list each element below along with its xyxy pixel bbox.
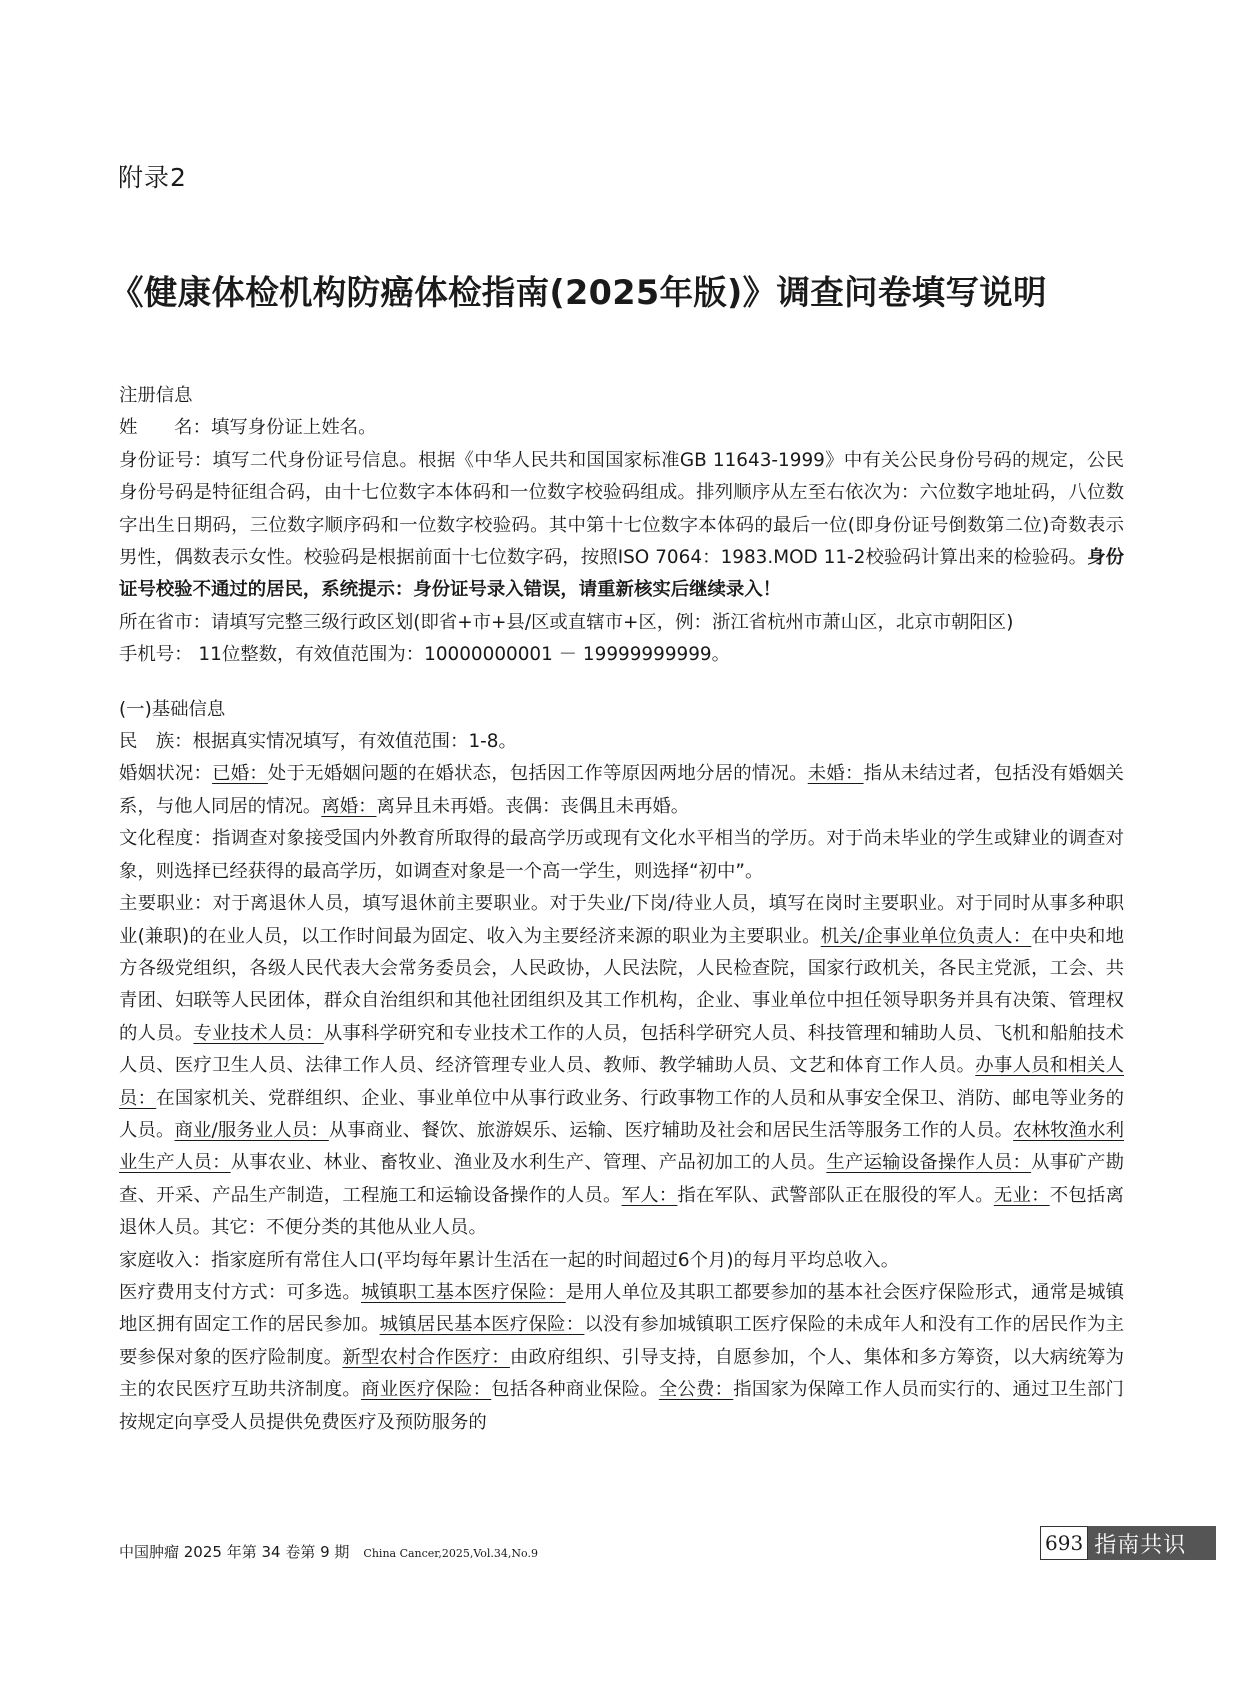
journal-name-en: China Cancer,2025,Vol.34,No.9 xyxy=(363,1547,538,1560)
page-number: 693 xyxy=(1040,1526,1088,1560)
article-body xyxy=(119,380,1124,1439)
occ-service-text: 从事商业、餐饮、旅游娱乐、运输、医疗辅助及社会和居民生活等服务工作的人员。 xyxy=(328,1119,1014,1141)
occupation-text: 对于离退休人员，填写退休前主要职业。对于失业/下岗/待业人员，填写在岗时主要职业。对于同时从事多种职业(兼职)的在业人员，以工作时间最为固定、收入为主要经济来源的职业为主要职业。 xyxy=(119,893,1124,947)
occ-other-text: 其它：不便分类的其他从业人员。 xyxy=(210,1217,487,1239)
occupation-paragraph xyxy=(119,888,1124,1244)
education-paragraph xyxy=(119,823,1124,888)
payment-paragraph xyxy=(119,1277,1124,1439)
occ-clerk-text: 在国家机关、党群组织、企业、事业单位中从事行政业务、行政事物工作的人员和从事安全保卫、消防、邮电等业务的人员。 xyxy=(119,1087,1124,1141)
occ-tech-term: 专业技术人员： xyxy=(193,1022,324,1044)
income-text: 指家庭所有常住人口(平均每年累计生活在一起的时间超过6个月)的每月平均总收入。 xyxy=(210,1249,900,1271)
province-text: 请填写完整三级行政区划(即省+市+县/区或直辖市+区，例：浙江省杭州市萧山区，北京市朝阳区) xyxy=(210,611,1014,633)
occ-none-term: 无业： xyxy=(993,1184,1050,1206)
phone-text: 11位整数，有效值范围为：10000000001 － 19999999999。 xyxy=(192,644,731,666)
registration-heading: 注册信息 xyxy=(119,385,193,406)
marital-married-term: 已婚： xyxy=(212,763,268,785)
name-paragraph xyxy=(119,412,1124,444)
occ-farm-text: 从事农业、林业、畜牧业、渔业及水利生产、管理、产品初加工的人员。 xyxy=(230,1152,827,1174)
section-gap xyxy=(119,672,1124,694)
income-label: 家庭收入： xyxy=(119,1249,211,1271)
pay-employee-text: 是用人单位及其职工都要参加的基本社会医疗保险形式，通常是城镇地区拥有固定工作的居民参加。 xyxy=(119,1281,1124,1336)
journal-name-cn: 中国肿瘤 2025 年第 34 卷第 9 期 xyxy=(119,1543,350,1561)
page-marker xyxy=(1040,1526,1216,1560)
occ-operator-text: 从事矿产勘查、开采、产品生产制造，工程施工和运输设备操作的人员。 xyxy=(119,1152,1124,1206)
marital-label: 婚姻状况： xyxy=(119,763,213,785)
phone-paragraph xyxy=(119,639,1124,671)
occ-none-text: 不包括离退休人员。 xyxy=(119,1184,1124,1239)
education-text: 指调查对象接受国内外教育所取得的最高学历或现有文化水平相当的学历。对于尚未毕业的学生或肄业的调查对象，则选择已经获得的最高学历，如调查对象是一个高一学生，则选择“初中”。 xyxy=(119,828,1124,882)
ethnic-text: 根据真实情况填写，有效值范围：1-8。 xyxy=(192,731,517,753)
province-label: 所在省市： xyxy=(119,611,211,633)
education-label: 文化程度： xyxy=(119,828,213,850)
journal-footer xyxy=(119,1541,538,1562)
occ-leader-text: 在中央和地方各级党组织，各级人民代表大会常务委员会，人民政协，人民法院，人民检查院，国家行政机关，各民主党派，工会、共青团、妇联等人民团体，群众自治组织和其他社团组织及其工作机构，企业、事业单位中担任领导职务并具有决策、管理权的人员。 xyxy=(119,925,1124,1044)
pay-public-term: 全公费： xyxy=(658,1379,734,1401)
marital-single-text: 指从未结过者，包括没有婚姻关系，与他人同居的情况。 xyxy=(119,763,1124,817)
name-label: 姓 名： xyxy=(119,417,211,439)
occ-service-term: 商业/服务业人员： xyxy=(174,1119,329,1141)
marital-divorced-text: 离异且未再婚。 xyxy=(376,795,506,817)
marital-single-term: 未婚： xyxy=(807,763,864,785)
ethnic-label: 民 族： xyxy=(119,731,193,753)
marital-married-text: 处于无婚姻问题的在婚状态，包括因工作等原因两地分居的情况。 xyxy=(267,763,808,785)
pay-employee-term: 城镇职工基本医疗保险： xyxy=(361,1281,566,1303)
ethnic-paragraph xyxy=(119,726,1124,758)
phone-label: 手机号： xyxy=(119,644,193,666)
pay-rural-term: 新型农村合作医疗： xyxy=(342,1346,510,1368)
basic-heading: (一)基础信息 xyxy=(119,698,226,720)
name-text: 填写身份证上姓名。 xyxy=(210,417,377,439)
occ-tech-text: 从事科学研究和专业技术工作的人员，包括科学研究人员、科技管理和辅助人员、飞机和船舶技术人员、医疗卫生人员、法律工作人员、经济管理专业人员、教师、教学辅助人员、文艺和体育工作人员。 xyxy=(119,1022,1124,1077)
occ-operator-term: 生产运输设备操作人员： xyxy=(826,1152,1032,1174)
pay-commercial-term: 商业医疗保险： xyxy=(360,1379,492,1401)
occ-military-text: 指在军队、武警部队正在服役的军人。 xyxy=(677,1184,994,1206)
marital-widowed-text: 丧偶：丧偶且未再婚。 xyxy=(505,795,690,817)
id-warning: 身份证号校验不通过的居民，系统提示：身份证号录入错误，请重新核实后继续录入！ xyxy=(119,547,1124,601)
occ-clerk-term: 办事人员和相关人员： xyxy=(119,1055,1124,1109)
pay-resident-text: 以没有参加城镇职工医疗保险的未成年人和没有工作的居民作为主要参保对象的医疗险制度。 xyxy=(119,1314,1124,1368)
id-label: 身份证号： xyxy=(119,449,213,471)
id-paragraph xyxy=(119,445,1124,607)
occ-farm-term: 农林牧渔水利业生产人员： xyxy=(119,1119,1124,1174)
id-text: 填写二代身份证号信息。根据《中华人民共和国国家标准GB 11643-1999》中有关公民身份号码的规定，公民身份号码是特征组合码，由十七位数字本体码和一位数字校验码组成。排列顺序从左至右依次为：六位数字地址码，八位数字出生日期码，三位数字顺序码和一位数字校验码。其中第十七位数字本体码的最后一位(即身份证号倒数第二位)奇数表示男性，偶数表示女性。校验码是根据前面十七位数字码，按照ISO 7064：1983.MOD 11-2校验码计算出来的检验码。 xyxy=(119,449,1124,569)
appendix-label: 附录2 xyxy=(118,163,187,192)
occupation-label: 主要职业： xyxy=(119,893,213,915)
pay-commercial-text: 包括各种商业保险。 xyxy=(491,1379,659,1401)
occ-leader-term: 机关/企事业单位负责人： xyxy=(820,925,1032,947)
pay-resident-term: 城镇居民基本医疗保险： xyxy=(379,1314,585,1336)
income-paragraph xyxy=(119,1245,1124,1277)
marital-divorced-term: 离婚： xyxy=(321,795,377,817)
pay-public-text: 指国家为保障工作人员而实行的、通过卫生部门按规定向享受人员提供免费医疗及预防服务的 xyxy=(119,1379,1124,1433)
pay-rural-text: 由政府组织、引导支持，自愿参加，个人、集体和多方筹资，以大病统筹为主的农民医疗互助共济制度。 xyxy=(119,1346,1124,1401)
payment-text: 可多选。 xyxy=(286,1281,361,1303)
occ-military-term: 军人： xyxy=(621,1184,678,1206)
payment-label: 医疗费用支付方式： xyxy=(119,1281,287,1303)
province-paragraph xyxy=(119,607,1124,639)
marital-paragraph xyxy=(119,758,1124,823)
section-tag: 指南共识 xyxy=(1088,1526,1216,1560)
page-title: 《健康体检机构防癌体检指南(2025年版)》调查问卷填写说明 xyxy=(110,273,1047,312)
